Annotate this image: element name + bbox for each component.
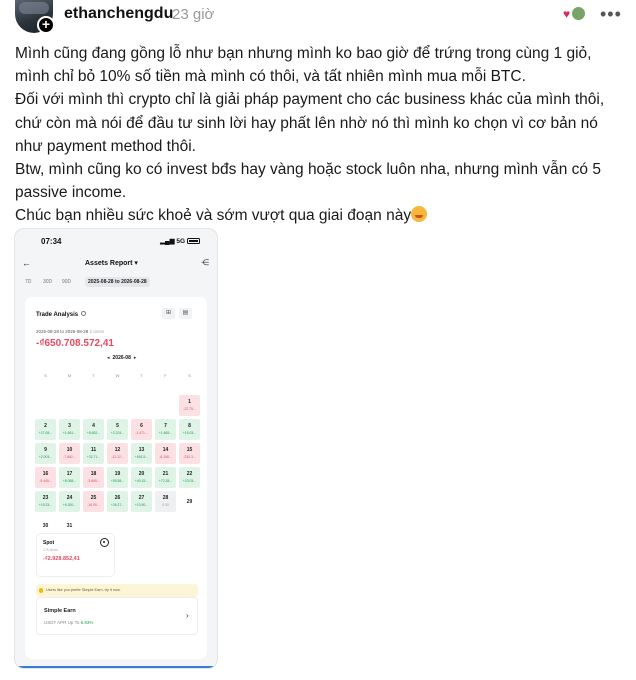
calendar-day-number: 29 — [186, 499, 193, 505]
calendar-day-pnl: +32.71... — [86, 455, 101, 459]
calendar-day-number: 20 — [138, 471, 145, 477]
calendar-day — [155, 467, 176, 488]
calendar-day-number: 15 — [186, 447, 193, 453]
calendar-day — [131, 491, 152, 512]
calendar-day-number: 14 — [162, 447, 169, 453]
more-horizontal-icon[interactable]: ••• — [600, 4, 622, 24]
attached-screenshot[interactable] — [14, 228, 218, 669]
spot-summary-card — [36, 533, 115, 577]
trade-analysis-title: Trade Analysis — [36, 311, 86, 318]
promo-banner: Users like you prefer Simple Earn, try it now. — [36, 584, 198, 597]
calendar-day-number: 27 — [138, 495, 145, 501]
calendar-day-number: 28 — [162, 495, 169, 501]
back-arrow-icon: ← — [22, 258, 31, 268]
calendar-day-number: 25 — [90, 495, 97, 501]
status-icons — [160, 237, 200, 245]
reactions-summary[interactable] — [563, 5, 587, 23]
tab-90d: 90D — [62, 279, 72, 285]
calendar-day-pnl: +26.27... — [110, 503, 125, 507]
calendar-day-pnl: -22.75... — [183, 407, 196, 411]
post-paragraph: Mình cũng đang gồng lỗ như bạn nhưng mình ko bao giờ để trứng trong cùng 1 giỏ, mình chỉ bỏ 10% số tiền mà mình có thôi, và tất nhiên mình mua mỗi BTC. — [15, 45, 592, 86]
calendar-day — [107, 491, 128, 512]
follow-plus-icon[interactable]: + — [37, 16, 55, 34]
calendar-day — [83, 419, 104, 440]
calendar-day — [59, 419, 80, 440]
post-paragraph: Btw, mình cũng ko có invest bđs hay vàng hoặc stock luôn nha, nhưng mình vẫn có 5 passive income. — [15, 161, 601, 202]
calendar-day-pnl: +2.003... — [38, 455, 53, 459]
calendar-day-number: 13 — [138, 447, 145, 453]
calendar-day-number: 11 — [90, 447, 97, 453]
calendar-day-number: 2 — [44, 423, 47, 429]
calendar-day — [83, 467, 104, 488]
avatar-image — [19, 2, 49, 14]
calendar-day — [179, 419, 200, 440]
calendar-day — [131, 443, 152, 464]
calendar-day-number: 3 — [68, 423, 71, 429]
calendar-day-number: 8 — [188, 423, 191, 429]
calendar-day-pnl: +23.03... — [182, 479, 197, 483]
calendar-day — [107, 467, 128, 488]
simple-earn-row — [36, 597, 198, 635]
spot-pnl: -₫2.928.852,41 — [43, 556, 80, 562]
heart-icon: ♥ — [563, 7, 571, 21]
calendar-day-pnl: -7.662... — [63, 455, 76, 459]
calendar-day — [107, 443, 128, 464]
calendar-day-number: 9 — [44, 447, 47, 453]
calendar-day — [35, 419, 56, 440]
signal-icon: ▂▄▆ — [160, 238, 177, 245]
chevron-right-icon: ▸ — [133, 355, 137, 361]
calendar-day-number: 26 — [114, 495, 121, 501]
calendar-day-pnl: -1.471... — [135, 431, 148, 435]
analysis-total-pnl: -₫650.708.572,41 — [36, 338, 114, 349]
calendar-day — [35, 491, 56, 512]
simple-earn-title: Simple Earn — [44, 608, 76, 614]
calendar-day — [179, 467, 200, 488]
calendar-day-pnl: +15.03... — [182, 431, 197, 435]
calendar-day-number: 16 — [42, 471, 49, 477]
tab-30d: 30D — [43, 279, 53, 285]
chart-toggle-icon: ⊞ — [162, 308, 175, 319]
calendar-day-pnl: +27.08... — [38, 431, 53, 435]
trade-analysis-card — [25, 297, 207, 659]
post-text — [15, 42, 625, 228]
calendar-day — [59, 467, 80, 488]
reactor-avatar — [571, 6, 586, 21]
status-time: 07:34 — [41, 237, 62, 246]
info-icon — [81, 311, 86, 316]
calendar-day — [131, 419, 152, 440]
calendar-day-pnl: +72.28... — [158, 479, 173, 483]
calendar-day-pnl: -3.669... — [87, 479, 100, 483]
tab-custom-range: 2025-08-28 to 2026-08-28 — [85, 277, 150, 287]
calendar-day — [131, 467, 152, 488]
calendar-day-pnl: +15.23... — [38, 503, 53, 507]
calendar-day-pnl: +1.661... — [62, 431, 77, 435]
weekday-label: S — [188, 373, 191, 378]
calendar-day-pnl: +55.58... — [110, 479, 125, 483]
calendar-day — [155, 491, 176, 512]
analysis-range: 2025-08-28 to 2026-08-28 2 times — [36, 329, 105, 334]
calendar-day-number: 23 — [42, 495, 49, 501]
calendar-day — [59, 491, 80, 512]
calendar-day — [155, 419, 176, 440]
calendar-day — [107, 419, 128, 440]
calendar-day-number: 17 — [66, 471, 73, 477]
calendar-day-pnl: +1.665... — [158, 431, 173, 435]
screenshot-bottom-bar — [15, 666, 217, 668]
calendar-day — [59, 443, 80, 464]
share-icon: ⋲ — [201, 258, 209, 267]
calendar-day-number: 19 — [114, 471, 121, 477]
calendar-day — [179, 395, 200, 416]
calendar-toggle-icon: ▤ — [179, 308, 192, 319]
calendar-day-number: 21 — [162, 471, 169, 477]
calendar-day-number: 22 — [186, 471, 193, 477]
calendar-day — [155, 443, 176, 464]
calendar-day-pnl: +40.15... — [134, 479, 149, 483]
calendar-day-number: 31 — [66, 523, 73, 529]
calendar-day-number: 1 — [188, 399, 191, 405]
spot-title: Spot — [43, 540, 55, 546]
post-paragraph-text: Chúc bạn nhiều sức khoẻ và sớm vượt qua giai đoạn này — [15, 207, 412, 225]
calendar-day-pnl: 0.00 — [162, 503, 169, 507]
weekday-label: W — [115, 373, 120, 378]
calendar-day — [35, 443, 56, 464]
calendar-day-pnl: +2.224... — [110, 431, 125, 435]
calendar-day — [179, 491, 200, 512]
calendar-day-pnl: +8.652... — [86, 431, 101, 435]
calendar-day-pnl: -9.445... — [39, 479, 52, 483]
post-paragraph: Đối với mình thì crypto chỉ là giải pháp payment cho các business khác của mình thôi, chứ còn mà nói để đầu tư sinh lời hay phất lên nhờ nó thì mình ko chọn vì cơ bản nó như payment method thôi. — [15, 91, 605, 155]
calendar-day-number: 10 — [66, 447, 73, 453]
chevron-right-icon: › — [186, 611, 189, 620]
network-label: 5G — [176, 238, 186, 245]
calendar-day-pnl: +6.300... — [62, 503, 77, 507]
author-username[interactable]: ethanchengdu — [64, 5, 174, 22]
calendar-day — [179, 443, 200, 464]
simple-earn-subtitle: USDT APR Up To 6.93% — [44, 620, 94, 625]
chevron-left-icon: ◂ — [107, 355, 110, 361]
calendar-day-number: 5 — [116, 423, 119, 429]
calendar-day-pnl: +651.5... — [134, 455, 149, 459]
assets-report-title: Assets Report ▾ — [85, 260, 138, 267]
post-timestamp: 23 giờ — [172, 6, 215, 23]
calendar-day — [35, 467, 56, 488]
calendar-day — [83, 443, 104, 464]
smiling-face-emoji-icon — [411, 206, 427, 222]
calendar-day-number: 7 — [164, 423, 167, 429]
calendar-day-pnl: -12.12... — [111, 455, 124, 459]
weekday-label: F — [164, 373, 167, 378]
weekday-label: T — [92, 373, 95, 378]
month-navigator: ◂ 2026-08 ▸ — [107, 355, 137, 361]
calendar-day-pnl: +10.90... — [134, 503, 149, 507]
post-paragraph-last — [15, 204, 625, 227]
weekday-label: T — [140, 373, 143, 378]
camera-icon — [100, 538, 109, 547]
lightbulb-icon — [39, 588, 43, 593]
tab-7d: 7D — [25, 279, 32, 285]
calendar-day-pnl: -16.90... — [87, 503, 100, 507]
calendar-day-number: 30 — [42, 523, 49, 529]
weekday-label: S — [44, 373, 47, 378]
spot-subtitle: 176 times — [43, 548, 59, 552]
weekday-label: M — [67, 373, 72, 378]
calendar-day-number: 4 — [92, 423, 95, 429]
calendar-day-number: 6 — [140, 423, 143, 429]
battery-icon — [187, 238, 200, 244]
calendar-day — [83, 491, 104, 512]
calendar-day-pnl: -230.3... — [183, 455, 196, 459]
calendar-day-number: 12 — [114, 447, 121, 453]
calendar-day-number: 18 — [90, 471, 97, 477]
calendar-day-pnl: -6.158... — [159, 455, 172, 459]
calendar-day-pnl: +8.068... — [62, 479, 77, 483]
calendar-day-number: 24 — [66, 495, 73, 501]
